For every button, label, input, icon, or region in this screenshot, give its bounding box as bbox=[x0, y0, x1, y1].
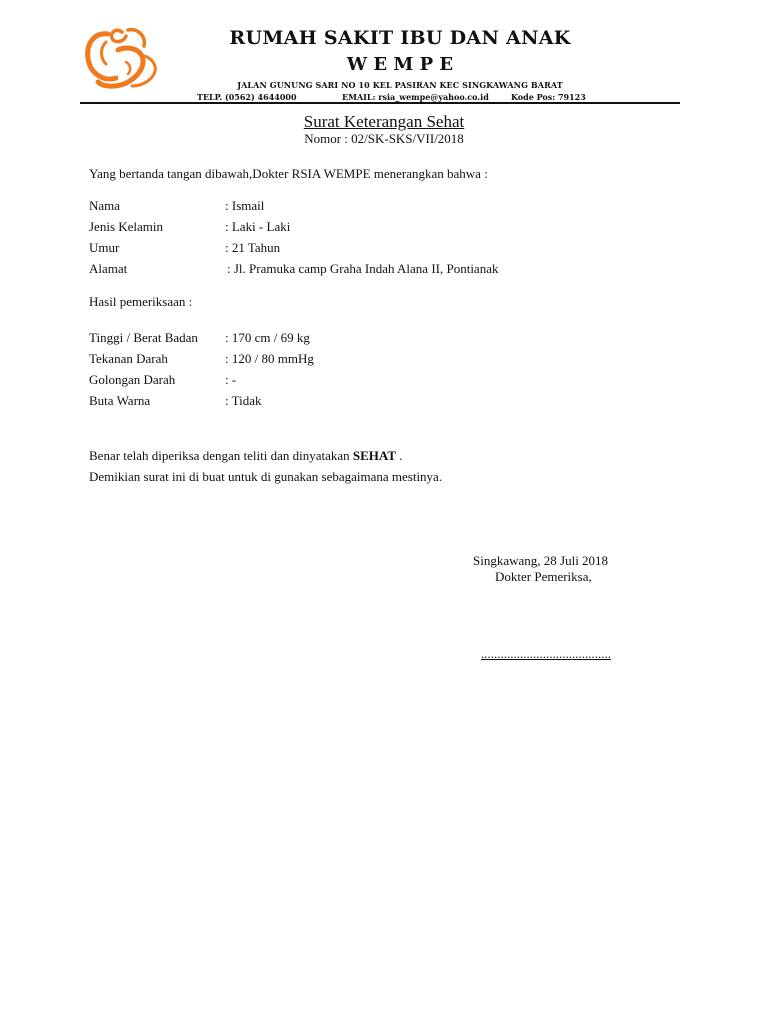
patient-age-label: Umur bbox=[89, 240, 120, 255]
hospital-address: JALAN GUNUNG SARI NO 10 KEL PASIRAN KEC SINGKAWANG BARAT bbox=[237, 80, 563, 90]
exam-height-weight-label: Tinggi / Berat Badan bbox=[89, 330, 198, 345]
patient-age-value: : 21 Tahun bbox=[225, 240, 281, 255]
patient-gender-value: : Laki - Laki bbox=[225, 219, 291, 234]
exam-heading: Hasil pemeriksaan : bbox=[89, 294, 193, 309]
intro-statement: Yang bertanda tangan dibawah,Dokter RSIA WEMPE menerangkan bahwa : bbox=[89, 166, 488, 181]
signature-place-date: Singkawang, 28 Juli 2018 bbox=[473, 553, 609, 568]
exam-color-blind-value: : Tidak bbox=[225, 393, 262, 408]
document-number: Nomor : 02/SK-SKS/VII/2018 bbox=[304, 131, 464, 146]
hospital-brand: W E M P E bbox=[346, 54, 454, 75]
closing-statement: Demikian surat ini di buat untuk di gunakan sebagaimana mestinya. bbox=[89, 469, 443, 484]
letterhead-divider bbox=[80, 102, 680, 104]
hospital-phone: TELP. (0562) 4644000 bbox=[197, 92, 297, 102]
signature-line: ........................................ bbox=[481, 646, 611, 661]
rsia-wempe-logo-icon bbox=[82, 22, 170, 94]
exam-blood-pressure-label: Tekanan Darah bbox=[89, 351, 168, 366]
conclusion-prefix: Benar telah diperiksa dengan teliti dan dinyatakan bbox=[89, 448, 353, 463]
exam-color-blind-label: Buta Warna bbox=[89, 393, 151, 408]
patient-address-value: : Jl. Pramuka camp Graha Indah Alana II, Pontianak bbox=[227, 261, 499, 276]
patient-name-value: : Ismail bbox=[225, 198, 265, 213]
exam-blood-type-value: : - bbox=[225, 372, 237, 387]
patient-gender-label: Jenis Kelamin bbox=[89, 219, 164, 234]
patient-name-label: Nama bbox=[89, 198, 121, 213]
exam-blood-pressure-value: : 120 / 80 mmHg bbox=[225, 351, 314, 366]
exam-blood-type-label: Golongan Darah bbox=[89, 372, 176, 387]
hospital-postal-code: Kode Pos: 79123 bbox=[511, 92, 586, 102]
hospital-email: EMAIL: rsia_wempe@yahoo.co.id bbox=[342, 92, 489, 102]
conclusion-suffix: . bbox=[396, 448, 403, 463]
exam-height-weight-value: : 170 cm / 69 kg bbox=[225, 330, 310, 345]
health-status: SEHAT bbox=[352, 448, 396, 463]
conclusion-statement bbox=[89, 448, 403, 464]
patient-address-label: Alamat bbox=[89, 261, 128, 276]
document-title: Surat Keterangan Sehat bbox=[303, 112, 465, 131]
signature-role: Dokter Pemeriksa, bbox=[495, 569, 592, 584]
hospital-name: RUMAH SAKIT IBU DAN ANAK bbox=[229, 27, 571, 49]
